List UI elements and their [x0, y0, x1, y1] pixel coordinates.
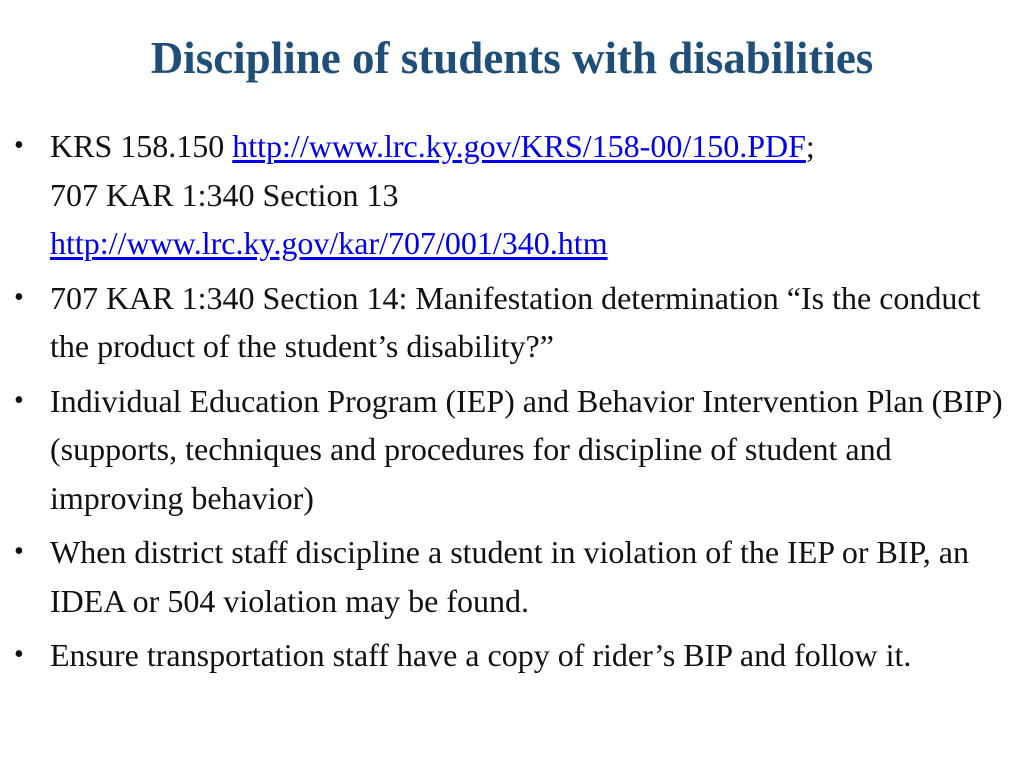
bullet-icon: • — [14, 536, 24, 567]
krs-link[interactable]: http://www.lrc.ky.gov/KRS/158-00/150.PDF — [232, 128, 806, 164]
bullet-icon: • — [14, 130, 24, 161]
kar-link[interactable]: http://www.lrc.ky.gov/kar/707/001/340.htm — [50, 225, 608, 261]
bullet-text: KRS 158.150 — [50, 128, 233, 164]
bullet-item-violation — [14, 528, 1018, 625]
bullet-icon: • — [14, 281, 24, 313]
slide-title: Discipline of students with disabilities — [150, 33, 874, 83]
bullet-text: Ensure transportation staff have a copy of rider’s BIP and follow it. — [50, 637, 912, 673]
bullet-item-transportation — [14, 631, 1018, 680]
bullet-item-iep-bip — [14, 377, 1018, 523]
bullet-text: 707 KAR 1:340 Section 14: Manifestation determination “Is the conduct the product of the student’s disability?” — [50, 279, 981, 364]
bullet-text: Individual Education Program (IEP) and Behavior Intervention Plan (BIP) (supports, techniques and procedures for discipline of student and improving behavior) — [50, 382, 1003, 516]
bullet-text: When district staff discipline a student in violation of the IEP or BIP, an IDEA or 504 violation may be found. — [50, 534, 969, 619]
bullet-list — [14, 122, 1018, 686]
bullet-icon: • — [14, 639, 24, 670]
bullet-item-manifestation — [14, 274, 1018, 371]
bullet-text: 707 KAR 1:340 Section 13 — [50, 176, 399, 213]
bullet-item-krs — [14, 122, 1018, 268]
bullet-icon: • — [14, 384, 24, 416]
bullet-text: ; — [805, 128, 815, 164]
